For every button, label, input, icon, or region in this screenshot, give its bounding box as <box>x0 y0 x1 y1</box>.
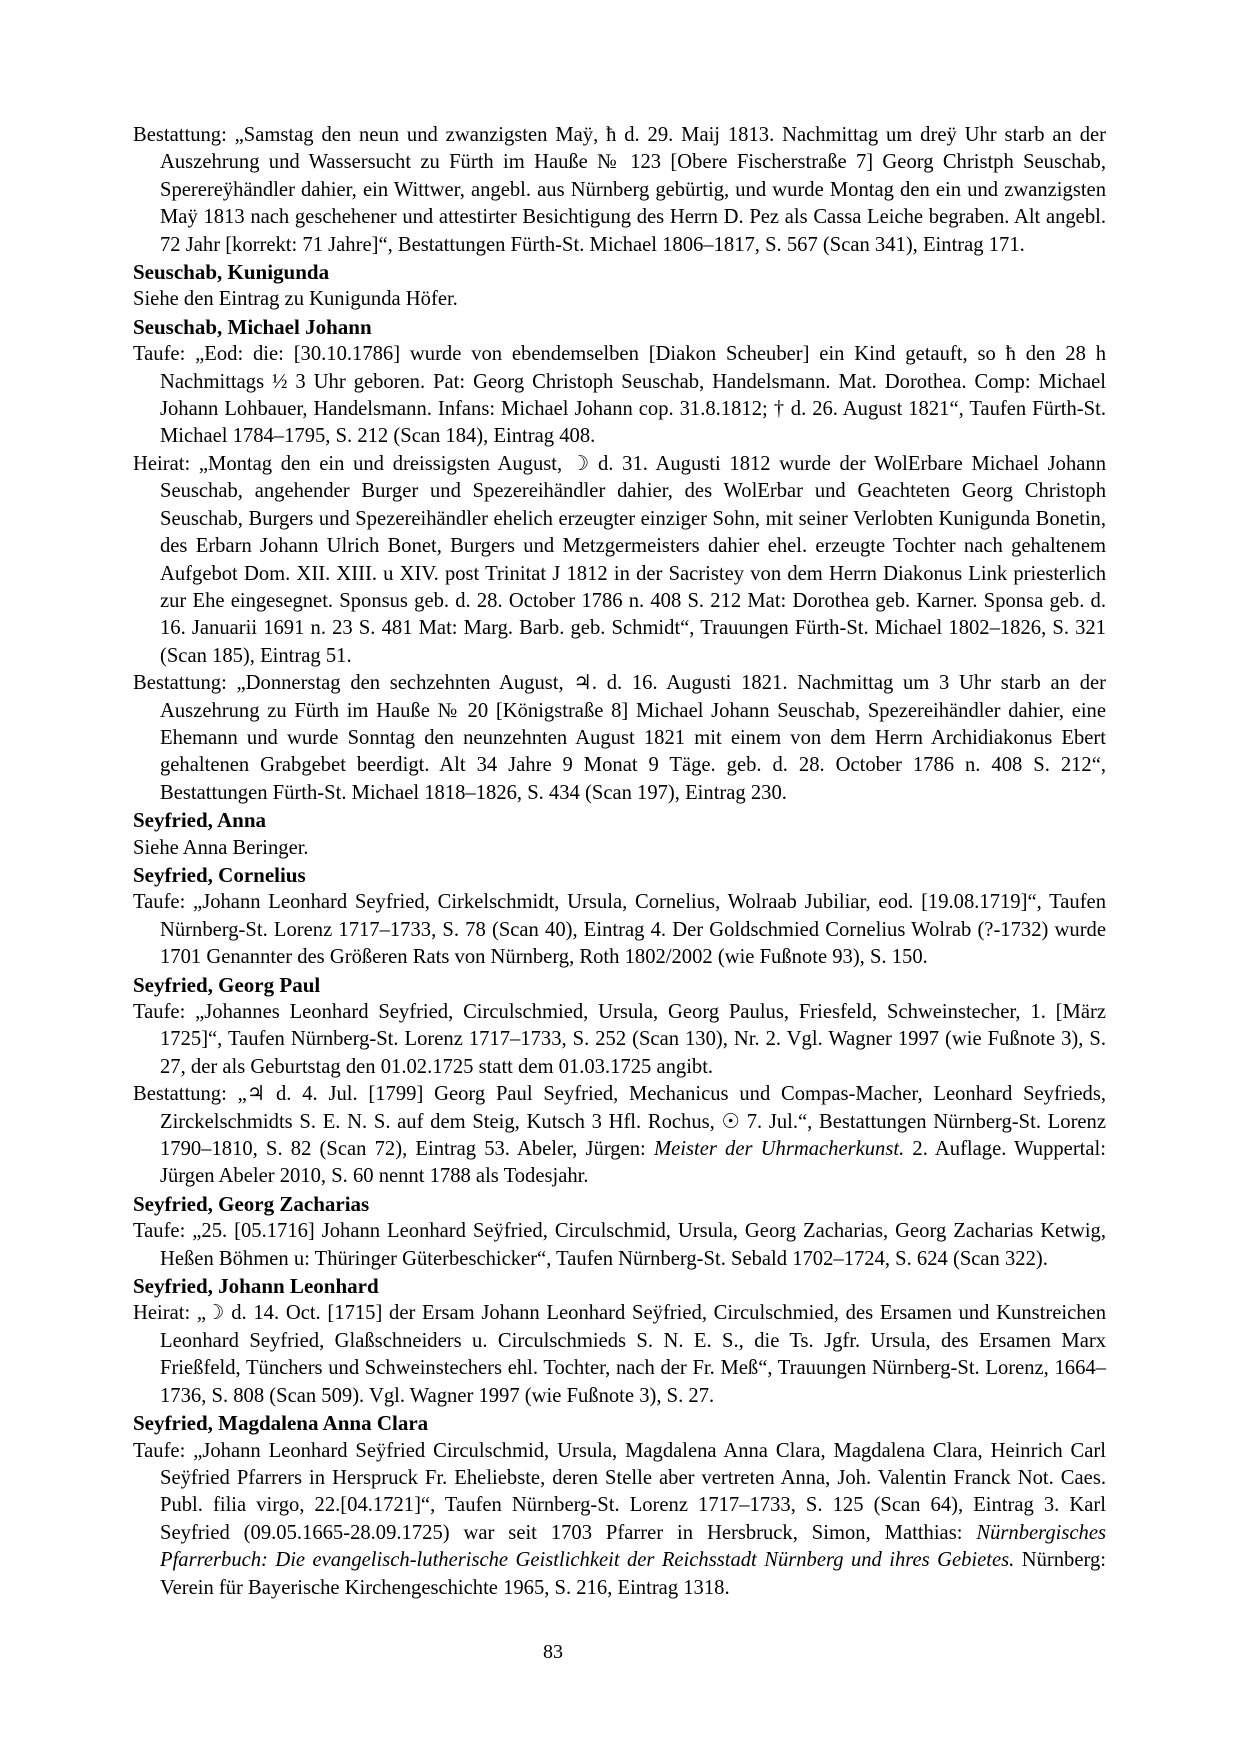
entry-paragraph <box>133 1438 1106 1602</box>
text-run: Meister der Uhrmacherkunst. <box>653 1138 905 1161</box>
entry-paragraph <box>133 451 1106 670</box>
text-run: Nürnbergisches Pfarrerbuch: Die evangelisch-lutherische Geistlichkeit der Reichsstadt Nürnberg und ihres Gebietes. <box>160 1521 1106 1572</box>
text-run: Siehe den Eintrag zu Kunigunda Höfer. <box>133 288 458 311</box>
entry-paragraph <box>133 1218 1106 1273</box>
entry-paragraph <box>133 999 1106 1081</box>
section-heading <box>133 862 1106 889</box>
section-heading <box>133 1410 1106 1437</box>
text-run: Taufe: „Johann Leonhard Seyfried, Cirkelschmidt, Ursula, Cornelius, Wolraab Jubiliar, eod. [19.08.1719]“, Taufen Nürnberg-St. Lorenz 1717–1733, S. 78 (Scan 40), Eintrag 4. Der Goldschmied Cornelius Wolrab (?-1732) wurde 1701 Genannter des Größeren Rats von Nürnberg, Roth 1802/2002 (wie Fußnote 93), S. 150. <box>133 891 1106 969</box>
text-run: Seyfried, Georg Paul <box>133 972 321 997</box>
text-run: Heirat: „Montag den ein und dreissigsten August, ☽ d. 31. Augusti 1812 wurde der WolErbare Michael Johann Seuschab, angehender Burger und Spezereihändler dahier, des WolErbar und Geachteten Georg Christoph Seuschab, Burgers und Spezereihändler ehelich erzeugter einziger Sohn, mit seiner Verlobten Kunigunda Bonetin, des Erbarn Johann Ulrich Bonet, Burgers und Metzgermeisters dahier ehel. erzeugte Tochter nach gehaltenem Aufgebot Dom. XII. XIII. u XIV. post Trinitat J 1812 in der Sacristey von dem Herrn Diakonus Link priesterlich zur Ehe eingesegnet. Sponsus geb. d. 28. October 1786 n. 408 S. 212 Mat: Dorothea geb. Karner. Sponsa geb. d. 16. Januarii 1691 n. 23 S. 481 Mat: Marg. Barb. geb. Schmidt“, Trauungen Fürth-St. Michael 1802–1826, S. 321 (Scan 185), Eintrag 51. <box>133 452 1106 667</box>
text-run: Bestattung: „Samstag den neun und zwanzigsten Maÿ, ħ d. 29. Maij 1813. Nachmittag um dreÿ Uhr starb an der Auszehrung und Wassersucht zu Fürth im Hauße № 123 [Obere Fischerstraße 7] Georg Christph Seuschab, Sperereÿhändler dahier, ein Wittwer, angebl. aus Nürnberg gebürtig, und wurde Montag den ein und zwanzigsten Maÿ 1813 nach geschehener und attestirter Besichtigung des Herrn D. Pez als Cassa Leiche begraben. Alt angebl. 72 Jahr [korrekt: 71 Jahre]“, Bestattungen Fürth-St. Michael 1806–1817, S. 567 (Scan 341), Eintrag 171. <box>133 124 1106 256</box>
text-run: Taufe: „Eod: die: [30.10.1786] wurde von ebendemselben [Diakon Scheuber] ein Kind getauft, so ħ den 28 h Nachmittags ½ 3 Uhr geboren. Pat: Georg Christoph Seuschab, Handelsmann. Mat. Dorothea. Comp: Michael Johann Lohbauer, Handelsmann. Infans: Michael Johann cop. 31.8.1812; † d. 26. August 1821“, Taufen Fürth-St. Michael 1784–1795, S. 212 (Scan 184), Eintrag 408. <box>133 343 1106 448</box>
text-run: Seyfried, Magdalena Anna Clara <box>133 1411 429 1436</box>
text-run: Seuschab, Michael Johann <box>133 314 372 339</box>
entry-paragraph <box>133 889 1106 971</box>
text-run: Bestattung: „Donnerstag den sechzehnten August, ♃. d. 16. Augusti 1821. Nachmittag um 3 Uhr starb an der Auszehrung zu Fürth im Hauße № 20 [Königstraße 8] Michael Johann Seuschab, Spezereihändler dahier, eine Ehemann und wurde Sonntag den neunzehnten August 1821 mit einem von dem Herrn Archidiakonus Ebert gehaltenen Grabgebet beerdigt. Alt 34 Jahre 9 Monat 9 Täge. geb. d. 28. October 1786 n. 408 S. 212“, Bestattungen Fürth-St. Michael 1818–1826, S. 434 (Scan 197), Eintrag 230. <box>133 672 1106 804</box>
text-run: Seyfried, Johann Leonhard <box>133 1274 379 1299</box>
text-run: Nürnberg: Verein für Bayerische Kirchengeschichte 1965, S. 216, Eintrag 1318. <box>160 1549 1106 1599</box>
section-heading <box>133 314 1106 341</box>
document-body <box>133 122 1106 1602</box>
entry-paragraph <box>133 1300 1106 1410</box>
section-heading <box>133 807 1106 834</box>
text-run: Taufe: „25. [05.1716] Johann Leonhard Seÿfried, Circulschmid, Ursula, Georg Zacharias, Georg Zacharias Ketwig, Heßen Böhmen u: Thüringer Güterbeschicker“, Taufen Nürnberg-St. Sebald 1702–1724, S. 624 (Scan 322). <box>133 1220 1106 1270</box>
cross-reference <box>133 835 1106 862</box>
text-run: Seyfried, Cornelius <box>133 862 306 887</box>
section-heading <box>133 1191 1106 1218</box>
text-run: Heirat: „☽ d. 14. Oct. [1715] der Ersam Johann Leonhard Seÿfried, Circulschmied, des Ersamen und Kunstreichen Leonhard Seyfried, Glaßschneiders u. Circulschmieds S. N. E. S., die Ts. Jgfr. Ursula, des Ersamen Marx Frießfeld, Tünchers und Schweinstechers ehl. Tochter, nach der Fr. Meß“, Trauungen Nürnberg-St. Lorenz, 1664–1736, S. 808 (Scan 509). Vgl. Wagner 1997 (wie Fußnote 3), S. 27. <box>133 1302 1106 1407</box>
text-run: Taufe: „Johann Leonhard Seÿfried Circulschmid, Ursula, Magdalena Anna Clara, Magdalena Clara, Heinrich Carl Seÿfried Pfarrers in Herspruck Fr. Eheliebste, deren Stelle aber vertreten Anna, Joh. Valentin Franck Not. Caes. Publ. filia virgo, 22.[04.1721]“, Taufen Nürnberg-St. Lorenz 1717–1733, S. 125 (Scan 64), Eintrag 3. Karl Seyfried (09.05.1665-28.09.1725) war seit 1703 Pfarrer in Hersbruck, Simon, Matthias: <box>133 1439 1106 1544</box>
text-run: Taufe: „Johannes Leonhard Seyfried, Circulschmied, Ursula, Georg Paulus, Friesfeld, Schweinstecher, 1. [März 1725]“, Taufen Nürnberg-St. Lorenz 1717–1733, S. 252 (Scan 130), Nr. 2. Vgl. Wagner 1997 (wie Fußnote 3), S. 27, der als Geburtstag den 01.02.1725 statt dem 01.03.1725 angibt. <box>133 1001 1106 1078</box>
entry-paragraph <box>133 122 1106 259</box>
entry-paragraph <box>133 1081 1106 1191</box>
text-run: Seuschab, Kunigunda <box>133 260 330 285</box>
text-run: 2. Auflage. Wuppertal: Jürgen Abeler 2010, S. 60 nennt 1788 als Todesjahr. <box>160 1138 1106 1188</box>
text-run: Bestattung: „♃ d. 4. Jul. [1799] Georg Paul Seyfried, Mechanicus und Compas-Macher, Leonhard Seyfrieds, Zirckelschmidts S. E. N. S. auf dem Steig, Kutsch 3 Hfl. Rochus, ☉ 7. Jul.“, Bestattungen Nürnberg-St. Lorenz 1790–1810, S. 82 (Scan 72), Eintrag 53. Abeler, Jürgen: <box>133 1083 1106 1161</box>
entry-paragraph <box>133 341 1106 451</box>
section-heading <box>133 972 1106 999</box>
text-run: Siehe Anna Beringer. <box>133 836 309 859</box>
section-heading <box>133 1273 1106 1300</box>
text-run: Seyfried, Georg Zacharias <box>133 1191 370 1216</box>
section-heading <box>133 259 1106 286</box>
page-number: 83 <box>543 1641 563 1663</box>
cross-reference <box>133 286 1106 313</box>
text-run: Seyfried, Anna <box>133 808 267 833</box>
entry-paragraph <box>133 670 1106 807</box>
